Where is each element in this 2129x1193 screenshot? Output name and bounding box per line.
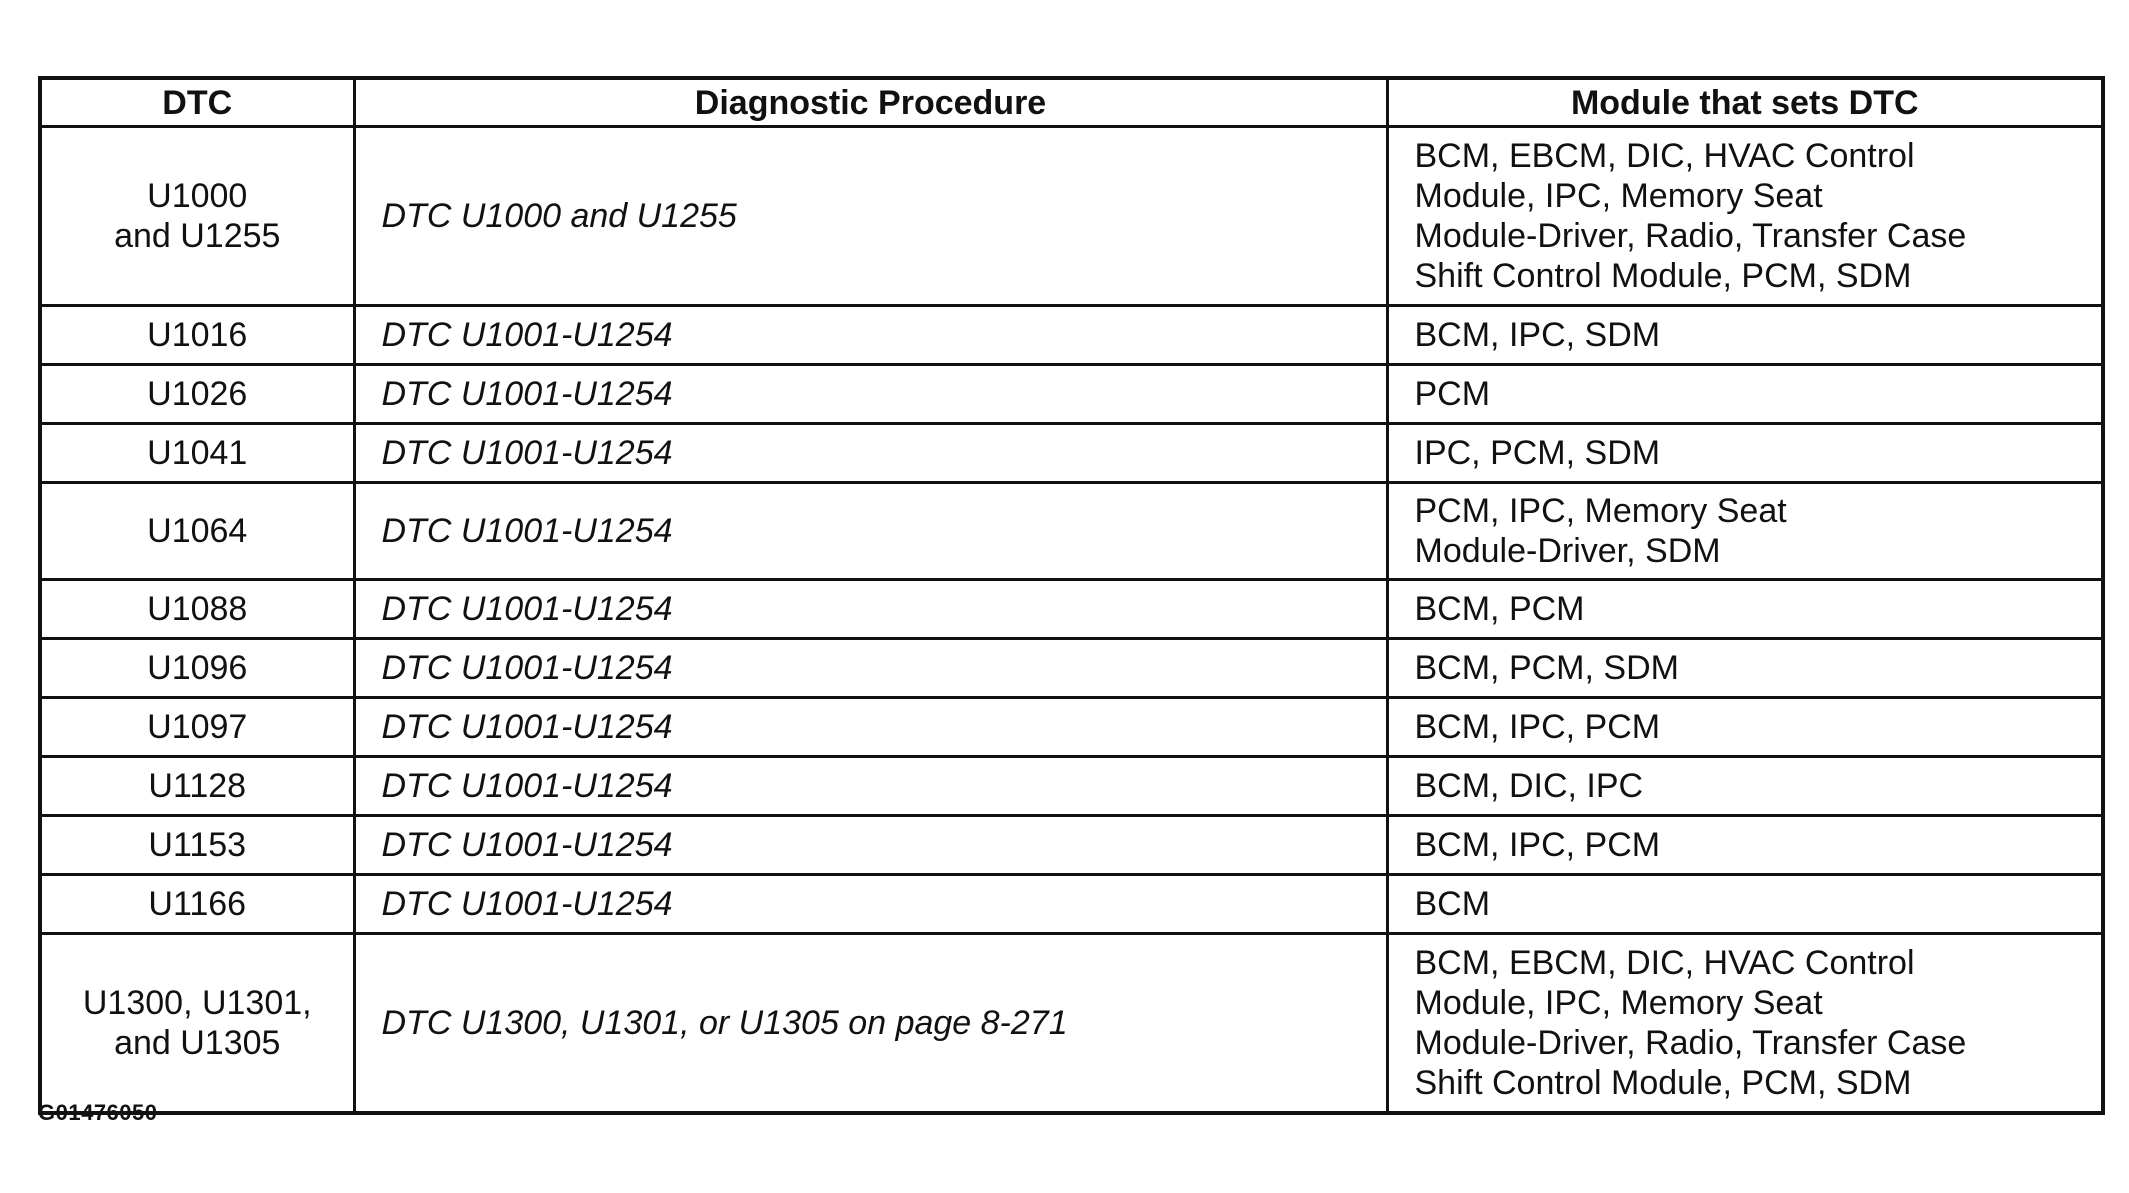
table-row (40, 816, 2103, 875)
procedure-cell: DTC U1001-U1254 (354, 698, 1387, 757)
procedure-cell: DTC U1001-U1254 (354, 365, 1387, 424)
procedure-cell: DTC U1001-U1254 (354, 580, 1387, 639)
figure-id: G01476050 (38, 1100, 158, 1125)
procedure-cell: DTC U1001-U1254 (354, 875, 1387, 934)
module-cell: BCM, PCM (1387, 580, 2103, 639)
procedure-cell: DTC U1001-U1254 (354, 306, 1387, 365)
table-row (40, 424, 2103, 483)
module-cell: PCM (1387, 365, 2103, 424)
dtc-cell: U1064 (40, 483, 354, 580)
header-module-that-sets-dtc: Module that sets DTC (1387, 78, 2103, 127)
table-row (40, 306, 2103, 365)
dtc-cell: U1128 (40, 757, 354, 816)
table-row (40, 698, 2103, 757)
dtc-cell: U1041 (40, 424, 354, 483)
module-cell: BCM, DIC, IPC (1387, 757, 2103, 816)
module-cell: BCM (1387, 875, 2103, 934)
dtc-cell: U1096 (40, 639, 354, 698)
procedure-cell: DTC U1001-U1254 (354, 424, 1387, 483)
dtc-cell: U1088 (40, 580, 354, 639)
dtc-cell: U1000 and U1255 (40, 127, 354, 306)
procedure-cell: DTC U1300, U1301, or U1305 on page 8-271 (354, 934, 1387, 1114)
table-row (40, 483, 2103, 580)
module-cell: BCM, PCM, SDM (1387, 639, 2103, 698)
module-cell: PCM, IPC, Memory Seat Module-Driver, SDM (1387, 483, 2103, 580)
table-row (40, 875, 2103, 934)
header-diagnostic-procedure: Diagnostic Procedure (354, 78, 1387, 127)
header-dtc: DTC (40, 78, 354, 127)
dtc-cell: U1026 (40, 365, 354, 424)
module-cell: BCM, IPC, SDM (1387, 306, 2103, 365)
procedure-cell: DTC U1001-U1254 (354, 816, 1387, 875)
module-cell: IPC, PCM, SDM (1387, 424, 2103, 483)
dtc-cell: U1166 (40, 875, 354, 934)
module-cell: BCM, EBCM, DIC, HVAC Control Module, IPC, Memory Seat Module-Driver, Radio, Transfer Case Shift Control Module, PCM, SDM (1387, 127, 2103, 306)
table-row (40, 127, 2103, 306)
table-row (40, 365, 2103, 424)
dtc-cell: U1153 (40, 816, 354, 875)
table-row (40, 934, 2103, 1114)
module-cell: BCM, EBCM, DIC, HVAC Control Module, IPC, Memory Seat Module-Driver, Radio, Transfer Case Shift Control Module, PCM, SDM (1387, 934, 2103, 1114)
table-row (40, 757, 2103, 816)
dtc-cell: U1097 (40, 698, 354, 757)
procedure-cell: DTC U1001-U1254 (354, 483, 1387, 580)
dtc-table (38, 76, 2105, 1115)
module-cell: BCM, IPC, PCM (1387, 816, 2103, 875)
module-cell: BCM, IPC, PCM (1387, 698, 2103, 757)
procedure-cell: DTC U1001-U1254 (354, 757, 1387, 816)
table-row (40, 580, 2103, 639)
table-row (40, 639, 2103, 698)
dtc-cell: U1300, U1301, and U1305 (40, 934, 354, 1114)
table-header-row (40, 78, 2103, 127)
dtc-cell: U1016 (40, 306, 354, 365)
procedure-cell: DTC U1001-U1254 (354, 639, 1387, 698)
procedure-cell: DTC U1000 and U1255 (354, 127, 1387, 306)
